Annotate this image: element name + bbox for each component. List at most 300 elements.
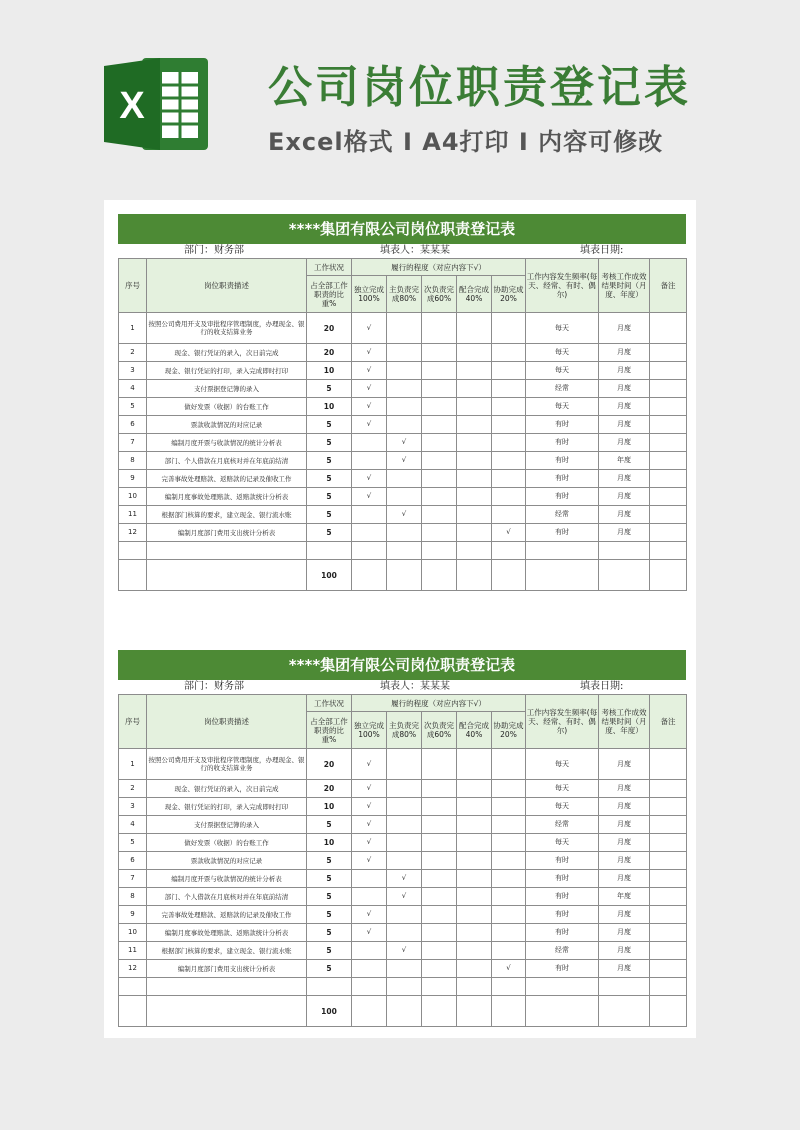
row-assist xyxy=(492,362,526,380)
header-main: 主负责完成80% xyxy=(387,712,422,749)
row-frequency: 每天 xyxy=(526,780,599,798)
row-cooperate xyxy=(457,834,492,852)
header-desc: 岗位职责描述 xyxy=(147,259,307,313)
row-remark xyxy=(650,362,687,380)
header-frequency: 工作内容发生频率(每天、经常、有时、偶尔) xyxy=(526,259,599,313)
row-assist: √ xyxy=(492,960,526,978)
table-block xyxy=(118,214,686,591)
fill-date-label: 填表日期: xyxy=(580,681,624,692)
row-no: 8 xyxy=(119,888,147,906)
row-frequency: 每天 xyxy=(526,749,599,780)
row-independent: √ xyxy=(352,313,387,344)
row-assist xyxy=(492,398,526,416)
row-secondary xyxy=(422,452,457,470)
row-assist: √ xyxy=(492,524,526,542)
row-secondary xyxy=(422,749,457,780)
row-main xyxy=(387,816,422,834)
header-cooperate: 配合完成40% xyxy=(457,712,492,749)
row-secondary xyxy=(422,942,457,960)
row-no: 4 xyxy=(119,816,147,834)
table-row xyxy=(119,488,687,506)
row-cooperate xyxy=(457,398,492,416)
row-independent xyxy=(352,524,387,542)
row-secondary xyxy=(422,870,457,888)
empty-cell xyxy=(352,542,387,560)
empty-cell xyxy=(492,560,526,591)
row-main: √ xyxy=(387,870,422,888)
excel-logo-icon xyxy=(104,58,208,150)
row-desc: 编制月度开票与收款情况的统计分析表 xyxy=(147,434,307,452)
row-period: 月度 xyxy=(599,362,650,380)
row-remark xyxy=(650,942,687,960)
row-frequency: 每天 xyxy=(526,344,599,362)
row-desc: 编制月度部门费用支出统计分析表 xyxy=(147,524,307,542)
row-no: 5 xyxy=(119,398,147,416)
row-assist xyxy=(492,313,526,344)
empty-cell xyxy=(422,978,457,996)
row-desc: 编制月度事故处理赔款、返赔款统计分析表 xyxy=(147,924,307,942)
row-remark xyxy=(650,380,687,398)
header-weight: 占全部工作职责的比重% xyxy=(307,276,352,313)
row-remark xyxy=(650,816,687,834)
row-no: 9 xyxy=(119,470,147,488)
empty-cell xyxy=(352,978,387,996)
row-period: 月度 xyxy=(599,416,650,434)
table-row xyxy=(119,870,687,888)
table-row xyxy=(119,524,687,542)
row-secondary xyxy=(422,506,457,524)
row-secondary xyxy=(422,816,457,834)
row-independent xyxy=(352,960,387,978)
table-title: ****集团有限公司岗位职责登记表 xyxy=(118,214,686,244)
row-no: 2 xyxy=(119,344,147,362)
empty-cell xyxy=(526,560,599,591)
row-desc: 现金、银行凭证的录入，次日前完成 xyxy=(147,780,307,798)
row-period: 月度 xyxy=(599,960,650,978)
row-remark xyxy=(650,488,687,506)
table-row xyxy=(119,816,687,834)
row-desc: 票款收款情况的对应记录 xyxy=(147,416,307,434)
row-weight: 10 xyxy=(307,398,352,416)
row-main xyxy=(387,798,422,816)
empty-cell xyxy=(599,996,650,1027)
empty-cell xyxy=(422,996,457,1027)
row-secondary xyxy=(422,834,457,852)
row-cooperate xyxy=(457,798,492,816)
table-row xyxy=(119,362,687,380)
row-main xyxy=(387,488,422,506)
row-no: 4 xyxy=(119,380,147,398)
row-period: 月度 xyxy=(599,942,650,960)
row-no: 10 xyxy=(119,488,147,506)
page-title: 公司岗位职责登记表 xyxy=(268,62,691,113)
row-no: 5 xyxy=(119,834,147,852)
row-main xyxy=(387,749,422,780)
table-row xyxy=(119,434,687,452)
row-secondary xyxy=(422,470,457,488)
row-main: √ xyxy=(387,434,422,452)
row-main: √ xyxy=(387,942,422,960)
row-independent: √ xyxy=(352,488,387,506)
empty-cell xyxy=(650,978,687,996)
row-desc: 根据部门核算的要求，建立现金、银行流水账 xyxy=(147,942,307,960)
row-period: 月度 xyxy=(599,524,650,542)
row-frequency: 每天 xyxy=(526,798,599,816)
row-cooperate xyxy=(457,870,492,888)
header-period: 考核工作成效结果时间（月度、年度） xyxy=(599,259,650,313)
empty-cell xyxy=(147,542,307,560)
table-row xyxy=(119,780,687,798)
row-cooperate xyxy=(457,344,492,362)
row-weight: 20 xyxy=(307,344,352,362)
empty-cell xyxy=(599,542,650,560)
row-desc: 按照公司费用开支及审批程序管理制度，办理现金、银行的收支结算业务 xyxy=(147,313,307,344)
header-no: 序号 xyxy=(119,695,147,749)
row-period: 年度 xyxy=(599,452,650,470)
row-assist xyxy=(492,470,526,488)
empty-cell xyxy=(526,996,599,1027)
row-period: 月度 xyxy=(599,906,650,924)
empty-cell xyxy=(387,996,422,1027)
empty-cell xyxy=(599,560,650,591)
row-main xyxy=(387,470,422,488)
table-row xyxy=(119,834,687,852)
row-secondary xyxy=(422,924,457,942)
row-independent: √ xyxy=(352,362,387,380)
empty-cell xyxy=(147,978,307,996)
row-independent: √ xyxy=(352,416,387,434)
row-remark xyxy=(650,470,687,488)
row-period: 月度 xyxy=(599,870,650,888)
row-cooperate xyxy=(457,524,492,542)
row-period: 月度 xyxy=(599,834,650,852)
row-frequency: 每天 xyxy=(526,313,599,344)
row-assist xyxy=(492,749,526,780)
row-period: 月度 xyxy=(599,852,650,870)
row-no: 1 xyxy=(119,749,147,780)
empty-cell xyxy=(526,542,599,560)
row-desc: 支付票据登记簿的录入 xyxy=(147,380,307,398)
header-remark: 备注 xyxy=(650,259,687,313)
row-frequency: 有时 xyxy=(526,488,599,506)
row-frequency: 有时 xyxy=(526,416,599,434)
row-frequency: 有时 xyxy=(526,888,599,906)
row-desc: 票款收款情况的对应记录 xyxy=(147,852,307,870)
row-period: 年度 xyxy=(599,888,650,906)
empty-cell xyxy=(492,542,526,560)
row-frequency: 有时 xyxy=(526,434,599,452)
empty-cell xyxy=(307,542,352,560)
header-secondary: 次负责完成60% xyxy=(422,712,457,749)
row-remark xyxy=(650,834,687,852)
row-assist xyxy=(492,452,526,470)
row-frequency: 每天 xyxy=(526,834,599,852)
row-weight: 5 xyxy=(307,506,352,524)
row-cooperate xyxy=(457,852,492,870)
row-period: 月度 xyxy=(599,798,650,816)
row-desc: 现金、银行凭证的打印，录入完成即时打印 xyxy=(147,362,307,380)
row-weight: 5 xyxy=(307,816,352,834)
table-row xyxy=(119,313,687,344)
empty-cell xyxy=(387,542,422,560)
table-row xyxy=(119,749,687,780)
row-independent: √ xyxy=(352,380,387,398)
table-row xyxy=(119,888,687,906)
row-cooperate xyxy=(457,470,492,488)
row-independent: √ xyxy=(352,816,387,834)
row-no: 11 xyxy=(119,942,147,960)
empty-cell xyxy=(457,560,492,591)
row-weight: 10 xyxy=(307,834,352,852)
row-assist xyxy=(492,506,526,524)
row-independent xyxy=(352,870,387,888)
empty-cell xyxy=(650,996,687,1027)
department-label: 部门：财务部 xyxy=(184,681,244,692)
empty-cell xyxy=(457,542,492,560)
row-weight: 5 xyxy=(307,870,352,888)
row-frequency: 有时 xyxy=(526,870,599,888)
empty-cell xyxy=(387,978,422,996)
empty-cell xyxy=(457,978,492,996)
row-assist xyxy=(492,852,526,870)
table-row xyxy=(119,344,687,362)
row-secondary xyxy=(422,852,457,870)
row-remark xyxy=(650,888,687,906)
row-independent: √ xyxy=(352,834,387,852)
duty-table xyxy=(118,694,687,1027)
total-weight: 100 xyxy=(307,996,352,1027)
row-independent: √ xyxy=(352,344,387,362)
row-independent xyxy=(352,434,387,452)
row-period: 月度 xyxy=(599,924,650,942)
row-weight: 5 xyxy=(307,924,352,942)
row-desc: 完善事故处理赔款、返赔款的记录及催收工作 xyxy=(147,906,307,924)
row-main xyxy=(387,313,422,344)
row-cooperate xyxy=(457,749,492,780)
row-weight: 5 xyxy=(307,416,352,434)
empty-cell xyxy=(352,996,387,1027)
row-independent: √ xyxy=(352,780,387,798)
header-independent: 独立完成100% xyxy=(352,276,387,313)
row-frequency: 有时 xyxy=(526,906,599,924)
row-no: 3 xyxy=(119,362,147,380)
empty-cell xyxy=(147,996,307,1027)
row-secondary xyxy=(422,416,457,434)
row-assist xyxy=(492,416,526,434)
row-period: 月度 xyxy=(599,749,650,780)
row-no: 2 xyxy=(119,780,147,798)
row-period: 月度 xyxy=(599,398,650,416)
row-desc: 按照公司费用开支及审批程序管理制度，办理现金、银行的收支结算业务 xyxy=(147,749,307,780)
table-row xyxy=(119,906,687,924)
filler-label: 填表人：某某某 xyxy=(380,681,450,692)
row-cooperate xyxy=(457,452,492,470)
row-main: √ xyxy=(387,888,422,906)
table-title: ****集团有限公司岗位职责登记表 xyxy=(118,650,686,680)
row-remark xyxy=(650,924,687,942)
row-cooperate xyxy=(457,313,492,344)
row-secondary xyxy=(422,380,457,398)
row-frequency: 有时 xyxy=(526,452,599,470)
row-no: 7 xyxy=(119,434,147,452)
row-main xyxy=(387,852,422,870)
row-cooperate xyxy=(457,488,492,506)
row-secondary xyxy=(422,780,457,798)
row-frequency: 每天 xyxy=(526,398,599,416)
info-row xyxy=(118,244,686,258)
row-weight: 10 xyxy=(307,798,352,816)
row-no: 6 xyxy=(119,416,147,434)
row-desc: 根据部门核算的要求，建立现金、银行流水账 xyxy=(147,506,307,524)
row-frequency: 经常 xyxy=(526,506,599,524)
row-main: √ xyxy=(387,506,422,524)
header-desc: 岗位职责描述 xyxy=(147,695,307,749)
row-period: 月度 xyxy=(599,816,650,834)
row-independent: √ xyxy=(352,470,387,488)
page-header xyxy=(0,0,800,195)
header-frequency: 工作内容发生频率(每天、经常、有时、偶尔) xyxy=(526,695,599,749)
row-independent: √ xyxy=(352,924,387,942)
row-weight: 10 xyxy=(307,362,352,380)
row-weight: 5 xyxy=(307,488,352,506)
row-independent xyxy=(352,942,387,960)
row-weight: 5 xyxy=(307,380,352,398)
table-block xyxy=(118,650,686,1027)
row-weight: 5 xyxy=(307,888,352,906)
row-main xyxy=(387,344,422,362)
header-work-status: 工作状况 xyxy=(307,259,352,276)
row-no: 7 xyxy=(119,870,147,888)
row-remark xyxy=(650,749,687,780)
row-remark xyxy=(650,506,687,524)
row-cooperate xyxy=(457,362,492,380)
table-row xyxy=(119,924,687,942)
row-no: 3 xyxy=(119,798,147,816)
row-assist xyxy=(492,798,526,816)
row-cooperate xyxy=(457,780,492,798)
table-row xyxy=(119,398,687,416)
table-row xyxy=(119,452,687,470)
row-main xyxy=(387,834,422,852)
row-remark xyxy=(650,798,687,816)
empty-cell xyxy=(352,560,387,591)
row-independent: √ xyxy=(352,798,387,816)
row-period: 月度 xyxy=(599,434,650,452)
row-assist xyxy=(492,942,526,960)
row-no: 12 xyxy=(119,960,147,978)
row-secondary xyxy=(422,362,457,380)
row-weight: 5 xyxy=(307,434,352,452)
empty-cell xyxy=(119,996,147,1027)
row-independent: √ xyxy=(352,852,387,870)
row-desc: 现金、银行凭证的录入，次日前完成 xyxy=(147,344,307,362)
row-assist xyxy=(492,380,526,398)
table-row xyxy=(119,416,687,434)
total-weight: 100 xyxy=(307,560,352,591)
row-no: 12 xyxy=(119,524,147,542)
row-no: 9 xyxy=(119,906,147,924)
row-main xyxy=(387,960,422,978)
header-weight: 占全部工作职责的比重% xyxy=(307,712,352,749)
fill-date-label: 填表日期: xyxy=(580,245,624,256)
row-secondary xyxy=(422,313,457,344)
row-weight: 20 xyxy=(307,749,352,780)
row-desc: 支付票据登记簿的录入 xyxy=(147,816,307,834)
row-secondary xyxy=(422,344,457,362)
row-weight: 5 xyxy=(307,852,352,870)
row-period: 月度 xyxy=(599,313,650,344)
row-remark xyxy=(650,452,687,470)
empty-cell xyxy=(119,978,147,996)
row-desc: 编制月度部门费用支出统计分析表 xyxy=(147,960,307,978)
row-no: 1 xyxy=(119,313,147,344)
empty-cell xyxy=(387,560,422,591)
row-frequency: 有时 xyxy=(526,924,599,942)
empty-cell xyxy=(119,560,147,591)
row-period: 月度 xyxy=(599,380,650,398)
info-row xyxy=(118,680,686,694)
row-main xyxy=(387,398,422,416)
duty-table xyxy=(118,258,687,591)
row-assist xyxy=(492,344,526,362)
row-desc: 编制月度事故处理赔款、返赔款统计分析表 xyxy=(147,488,307,506)
document-sheet xyxy=(104,200,696,1038)
row-weight: 5 xyxy=(307,524,352,542)
row-weight: 5 xyxy=(307,942,352,960)
row-no: 10 xyxy=(119,924,147,942)
row-desc: 部门、个人借款在月底核对并在年底前结清 xyxy=(147,452,307,470)
row-main: √ xyxy=(387,452,422,470)
header-remark: 备注 xyxy=(650,695,687,749)
row-independent xyxy=(352,506,387,524)
row-frequency: 每天 xyxy=(526,362,599,380)
row-weight: 5 xyxy=(307,470,352,488)
row-desc: 做好发票（收据）的台账工作 xyxy=(147,834,307,852)
row-desc: 做好发票（收据）的台账工作 xyxy=(147,398,307,416)
row-cooperate xyxy=(457,960,492,978)
row-remark xyxy=(650,960,687,978)
row-cooperate xyxy=(457,506,492,524)
row-cooperate xyxy=(457,416,492,434)
table-row xyxy=(119,798,687,816)
row-cooperate xyxy=(457,816,492,834)
empty-cell xyxy=(422,560,457,591)
row-assist xyxy=(492,834,526,852)
row-independent: √ xyxy=(352,906,387,924)
row-remark xyxy=(650,870,687,888)
row-period: 月度 xyxy=(599,488,650,506)
header-assist: 协助完成20% xyxy=(492,276,526,313)
row-desc: 部门、个人借款在月底核对并在年底前结清 xyxy=(147,888,307,906)
filler-label: 填表人：某某某 xyxy=(380,245,450,256)
row-cooperate xyxy=(457,434,492,452)
row-remark xyxy=(650,398,687,416)
row-independent: √ xyxy=(352,398,387,416)
row-desc: 完善事故处理赔款、返赔款的记录及催收工作 xyxy=(147,470,307,488)
row-remark xyxy=(650,780,687,798)
row-assist xyxy=(492,888,526,906)
row-desc: 现金、银行凭证的打印，录入完成即时打印 xyxy=(147,798,307,816)
row-frequency: 经常 xyxy=(526,380,599,398)
row-assist xyxy=(492,780,526,798)
row-period: 月度 xyxy=(599,780,650,798)
row-remark xyxy=(650,344,687,362)
table-row xyxy=(119,942,687,960)
empty-cell xyxy=(307,978,352,996)
svg-text:X: X xyxy=(119,85,145,127)
empty-cell xyxy=(526,978,599,996)
row-cooperate xyxy=(457,888,492,906)
